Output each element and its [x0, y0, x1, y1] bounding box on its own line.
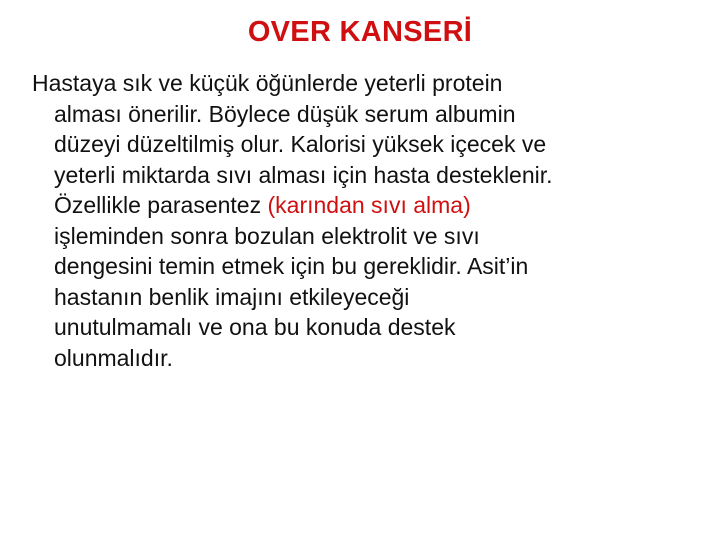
paragraph-line: işleminden sonra bozulan elektrolit ve sıvı: [54, 222, 480, 249]
body-paragraph: [32, 68, 704, 373]
paragraph-line: hastanın benlik imajını etkileyeceği: [54, 283, 410, 310]
paragraph-line: Hastaya sık ve küçük öğünlerde yeterli protein: [32, 70, 503, 96]
paragraph-text: Özellikle parasentez: [54, 192, 268, 218]
slide-title: OVER KANSERİ: [247, 16, 473, 48]
paragraph-line: unutulmamalı ve ona bu konuda destek: [54, 314, 456, 340]
highlighted-term: (karından sıvı alma): [267, 192, 471, 218]
paragraph-line: yeterli miktarda sıvı alması için hasta desteklenir.: [54, 161, 553, 188]
paragraph-line: düzeyi düzeltilmiş olur. Kalorisi yüksek içecek ve: [54, 131, 547, 157]
paragraph-line: olunmalıdır.: [54, 344, 173, 371]
paragraph-line: dengesini temin etmek için bu gereklidir. Asit’in: [54, 253, 529, 279]
paragraph-line: [32, 190, 704, 221]
paragraph-line: alması önerilir. Böylece düşük serum albumin: [54, 100, 516, 127]
